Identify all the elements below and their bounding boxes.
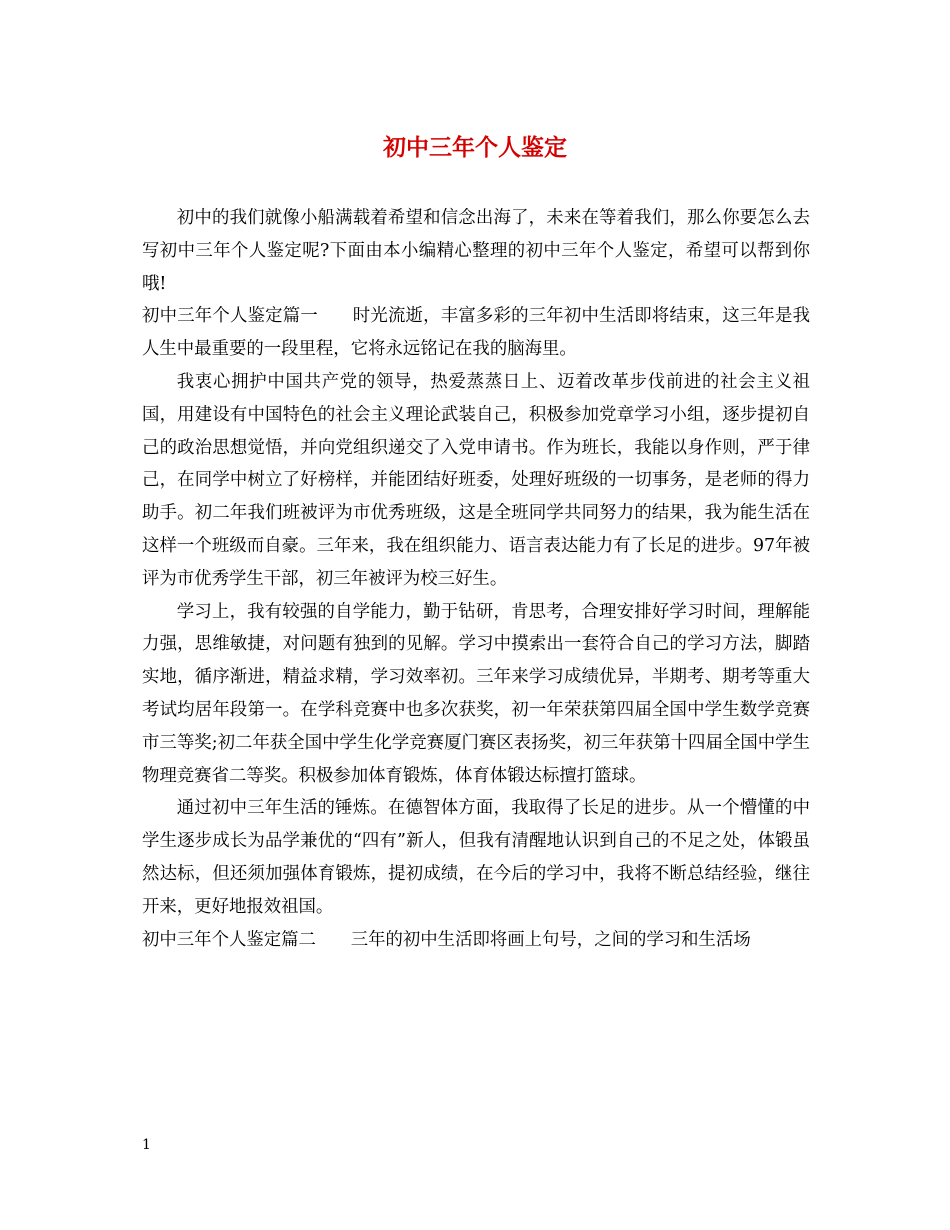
paragraph-summary bbox=[142, 792, 810, 923]
section-heading: 初中三年个人鉴定篇一 bbox=[142, 306, 318, 327]
page-number: 1 bbox=[142, 1137, 151, 1153]
paragraph-section-two bbox=[142, 924, 810, 957]
paragraph-section-one bbox=[142, 300, 810, 366]
document-body bbox=[142, 202, 810, 956]
paragraph-text: 时光流逝，丰富多彩的三年初中生活即将结束，这三年是我人生中最重要的一段里程，它将永远铭记在我的脑海里。 bbox=[142, 306, 810, 360]
paragraph-text: 学习上，我有较强的自学能力，勤于钻研，肯思考，合理安排好学习时间，理解能力强，思维敏捷，对问题有独到的见解。学习中摸索出一套符合自己的学习方法，脚踏实地，循序渐进，精益求精，学习效率初。三年来学习成绩优异，半期考、期考等重大考试均居年段第一。在学科竞赛中也多次获奖，初一年荣获第四届全国中学生数学竞赛市三等奖;初二年获全国中学生化学竞赛厦门赛区表扬奖，初三年获第十四届全国中学生物理竞赛省二等奖。积极参加体育锻炼，体育体锻达标擅打篮球。 bbox=[142, 601, 810, 786]
paragraph-study bbox=[142, 596, 810, 793]
paragraph-politics bbox=[142, 366, 810, 596]
paragraph-text: 通过初中三年生活的锤炼。在德智体方面，我取得了长足的进步。从一个懵懂的中学生逐步成长为品学兼优的“四有”新人，但我有清醒地认识到自己的不足之处，体锻虽然达标，但还须加强体育锻炼，提初成绩，在今后的学习中，我将不断总结经验，继往开来，更好地报效祖国。 bbox=[142, 798, 810, 917]
paragraph-text: 三年的初中生活即将画上句号，之间的学习和生活场 bbox=[350, 929, 751, 950]
paragraph-text: 我衷心拥护中国共产党的领导，热爱蒸蒸日上、迈着改革步伐前进的社会主义祖国，用建设有中国特色的社会主义理论武装自己，积极参加党章学习小组，逐步提初自己的政治思想觉悟，并向党组织递交了入党申请书。作为班长，我能以身作则，严于律己，在同学中树立了好榜样，并能团结好班委，处理好班级的一切事务，是老师的得力助手。初二年我们班被评为市优秀班级，这是全班同学共同努力的结果，我为能生活在这样一个班级而自豪。三年来，我在组织能力、语言表达能力有了长足的进步。97年被评为市优秀学生干部，初三年被评为校三好生。 bbox=[142, 371, 810, 589]
section-heading: 初中三年个人鉴定篇二 bbox=[142, 929, 316, 950]
paragraph-intro bbox=[142, 202, 810, 300]
paragraph-text: 初中的我们就像小船满载着希望和信念出海了，未来在等着我们，那么你要怎么去写初中三年个人鉴定呢?下面由本小编精心整理的初中三年个人鉴定，希望可以帮到你哦! bbox=[142, 208, 810, 294]
document-title: 初中三年个人鉴定 bbox=[383, 134, 567, 161]
